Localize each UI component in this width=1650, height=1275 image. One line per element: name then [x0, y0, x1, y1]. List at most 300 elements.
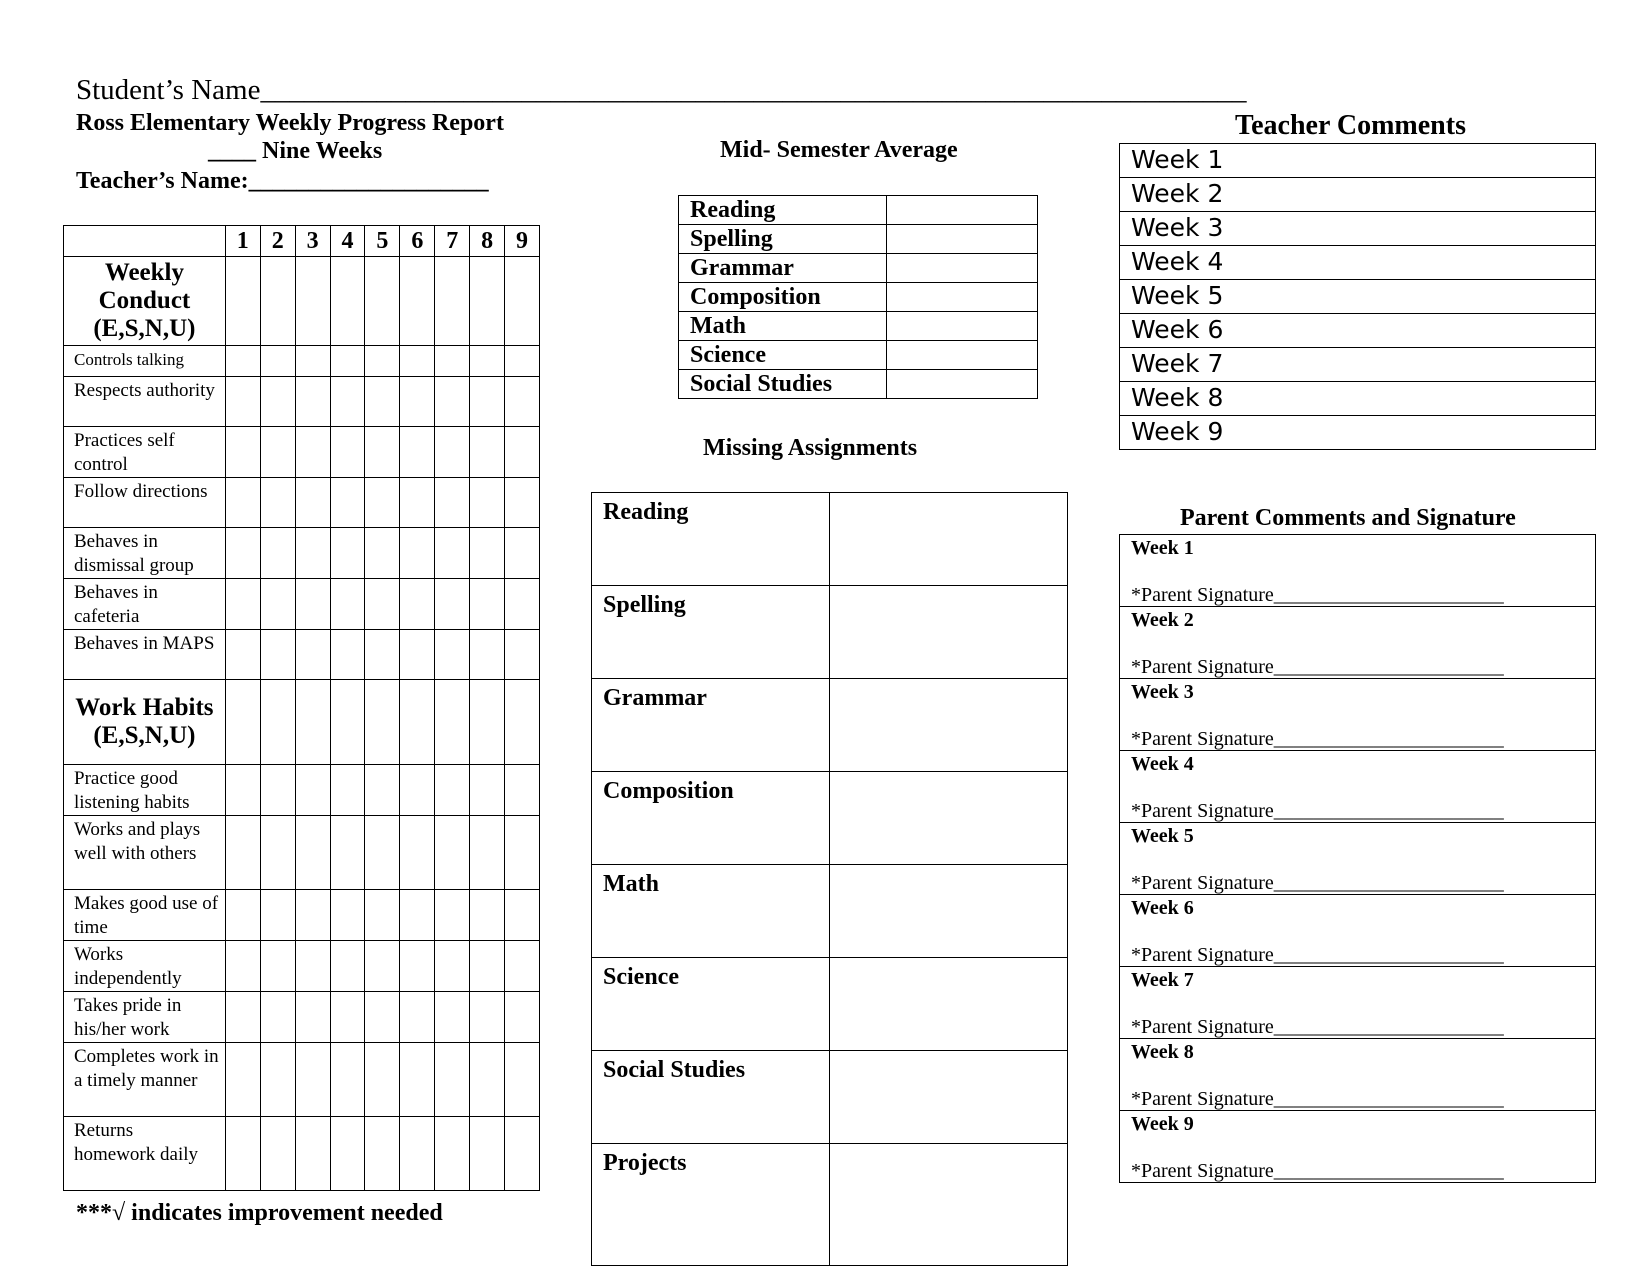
grade-cell[interactable] — [260, 528, 295, 579]
table-row — [1120, 1111, 1596, 1183]
grade-cell[interactable] — [295, 992, 330, 1043]
grade-cell[interactable] — [435, 890, 470, 941]
nine-weeks-field[interactable]: ____ Nine Weeks — [208, 138, 383, 164]
table-row — [1120, 280, 1596, 314]
grade-cell[interactable] — [225, 630, 260, 680]
grade-cell[interactable] — [435, 1117, 470, 1191]
parent-signature-line[interactable]: *Parent Signature_______________________ — [1131, 584, 1504, 606]
grade-cell[interactable] — [330, 1117, 365, 1191]
table-row — [1120, 382, 1596, 416]
table-row — [1120, 348, 1596, 382]
subject-label: Social Studies — [679, 370, 887, 399]
row-label: Takes pride in his/her work — [64, 992, 226, 1043]
grade-cell[interactable] — [295, 680, 330, 765]
grade-cell[interactable] — [470, 257, 505, 346]
grade-cell[interactable] — [505, 1043, 540, 1117]
table-row — [64, 1117, 540, 1191]
grade-cell[interactable] — [295, 257, 330, 346]
week-number: 2 — [260, 226, 295, 257]
grade-cell[interactable] — [470, 427, 505, 478]
grade-cell[interactable] — [365, 579, 400, 630]
grade-cell[interactable] — [400, 528, 435, 579]
table-row — [1120, 144, 1596, 178]
week-label: Week 3 — [1131, 681, 1194, 703]
grade-cell[interactable] — [365, 630, 400, 680]
student-name-field[interactable]: Student’s Name____________________________________________________________________ — [76, 74, 1247, 106]
subject-label: Spelling — [592, 586, 830, 679]
grade-cell[interactable] — [295, 427, 330, 478]
grade-cell[interactable] — [365, 528, 400, 579]
grade-cell[interactable] — [400, 680, 435, 765]
table-row — [679, 341, 1038, 370]
grade-cell[interactable] — [295, 890, 330, 941]
grade-cell[interactable] — [295, 579, 330, 630]
grade-cell[interactable] — [505, 257, 540, 346]
grade-cell[interactable] — [225, 992, 260, 1043]
grade-cell[interactable] — [260, 346, 295, 377]
grade-cell[interactable] — [470, 890, 505, 941]
grade-cell[interactable] — [330, 427, 365, 478]
grade-cell[interactable] — [470, 377, 505, 427]
grade-cell[interactable] — [435, 478, 470, 528]
grade-cell[interactable] — [330, 941, 365, 992]
missing-cell[interactable] — [830, 958, 1068, 1051]
table-row — [679, 370, 1038, 399]
parent-comment-cell[interactable] — [1120, 679, 1596, 751]
subject-label: Science — [679, 341, 887, 370]
week-number-row — [64, 226, 540, 257]
grade-cell[interactable] — [435, 377, 470, 427]
parent-comment-cell[interactable] — [1120, 607, 1596, 679]
grade-cell[interactable] — [330, 377, 365, 427]
grade-cell[interactable] — [505, 478, 540, 528]
row-label: Practice good listening habits — [64, 765, 226, 816]
grade-cell[interactable] — [260, 992, 295, 1043]
grade-cell[interactable] — [225, 346, 260, 377]
grade-cell[interactable] — [505, 765, 540, 816]
grade-cell[interactable] — [295, 816, 330, 890]
conduct-table — [63, 225, 540, 1191]
mid-semester-table — [678, 195, 1038, 399]
row-label: Follow directions — [64, 478, 226, 528]
grade-cell[interactable] — [365, 1043, 400, 1117]
grade-cell[interactable] — [260, 377, 295, 427]
week-label: Week 2 — [1131, 609, 1194, 631]
row-label: Behaves in cafeteria — [64, 579, 226, 630]
table-row — [679, 254, 1038, 283]
table-row — [1120, 314, 1596, 348]
grade-cell[interactable] — [225, 890, 260, 941]
grade-cell[interactable] — [505, 680, 540, 765]
week-number: 3 — [295, 226, 330, 257]
teacher-comment-week[interactable]: Week 7 — [1120, 348, 1596, 382]
week-label: Week 4 — [1131, 753, 1194, 775]
row-label: Practices self control — [64, 427, 226, 478]
section-header-row — [64, 680, 540, 765]
grade-cell[interactable] — [295, 1117, 330, 1191]
parent-signature-line[interactable]: *Parent Signature_______________________ — [1131, 800, 1504, 822]
grade-cell[interactable] — [260, 816, 295, 890]
grade-cell[interactable] — [400, 992, 435, 1043]
grade-cell[interactable] — [295, 1043, 330, 1117]
grade-cell[interactable] — [400, 765, 435, 816]
grade-cell[interactable] — [365, 377, 400, 427]
parent-signature-line[interactable]: *Parent Signature_______________________ — [1131, 872, 1504, 894]
table-row — [1120, 212, 1596, 246]
parent-comment-cell[interactable] — [1120, 823, 1596, 895]
grade-cell[interactable] — [330, 579, 365, 630]
grade-cell[interactable] — [330, 992, 365, 1043]
week-number: 4 — [330, 226, 365, 257]
parent-comment-cell[interactable] — [1120, 1039, 1596, 1111]
grade-cell[interactable] — [295, 478, 330, 528]
missing-cell[interactable] — [830, 865, 1068, 958]
grade-cell[interactable] — [505, 941, 540, 992]
row-label: Behaves in MAPS — [64, 630, 226, 680]
parent-comment-cell[interactable] — [1120, 751, 1596, 823]
row-label: Controls talking — [64, 346, 226, 377]
table-row — [592, 772, 1068, 865]
mid-semester-title: Mid- Semester Average — [720, 137, 958, 163]
grade-cell[interactable] — [260, 765, 295, 816]
week-label: Week 8 — [1131, 1041, 1194, 1063]
section-header-row — [64, 257, 540, 346]
average-cell[interactable] — [887, 312, 1038, 341]
grade-cell[interactable] — [295, 941, 330, 992]
grade-cell[interactable] — [365, 816, 400, 890]
grade-cell[interactable] — [400, 1117, 435, 1191]
row-label: Respects authority — [64, 377, 226, 427]
average-cell[interactable] — [887, 225, 1038, 254]
week-number: 8 — [470, 226, 505, 257]
grade-cell[interactable] — [505, 579, 540, 630]
parent-comments-title: Parent Comments and Signature — [1180, 505, 1516, 531]
week-label: Week 6 — [1131, 897, 1194, 919]
grade-cell[interactable] — [435, 528, 470, 579]
grade-cell[interactable] — [400, 1043, 435, 1117]
week-label: Week 5 — [1131, 825, 1194, 847]
missing-cell[interactable] — [830, 1144, 1068, 1266]
grade-cell[interactable] — [400, 427, 435, 478]
grade-cell[interactable] — [260, 257, 295, 346]
table-row — [64, 941, 540, 992]
parent-signature-line[interactable]: *Parent Signature_______________________ — [1131, 1088, 1504, 1110]
average-cell[interactable] — [887, 341, 1038, 370]
grade-cell[interactable] — [330, 528, 365, 579]
grade-cell[interactable] — [435, 941, 470, 992]
missing-cell[interactable] — [830, 1051, 1068, 1144]
teacher-comment-week[interactable]: Week 9 — [1120, 416, 1596, 450]
parent-signature-line[interactable]: *Parent Signature_______________________ — [1131, 1160, 1504, 1182]
grade-cell[interactable] — [470, 346, 505, 377]
grade-cell[interactable] — [400, 377, 435, 427]
grade-cell[interactable] — [470, 816, 505, 890]
grade-cell[interactable] — [400, 579, 435, 630]
grade-cell[interactable] — [225, 478, 260, 528]
grade-cell[interactable] — [505, 816, 540, 890]
grade-cell[interactable] — [295, 346, 330, 377]
grade-cell[interactable] — [400, 257, 435, 346]
row-label: Makes good use of time — [64, 890, 226, 941]
grade-cell[interactable] — [470, 941, 505, 992]
grade-cell[interactable] — [295, 765, 330, 816]
missing-cell[interactable] — [830, 586, 1068, 679]
grade-cell[interactable] — [330, 816, 365, 890]
grade-cell[interactable] — [260, 579, 295, 630]
teacher-comments-title: Teacher Comments — [1235, 110, 1466, 141]
table-row — [1120, 751, 1596, 823]
table-row — [64, 528, 540, 579]
grade-cell[interactable] — [365, 992, 400, 1043]
grade-cell[interactable] — [225, 941, 260, 992]
grade-cell[interactable] — [260, 630, 295, 680]
table-row — [592, 1144, 1068, 1266]
grade-cell[interactable] — [435, 680, 470, 765]
week-number: 1 — [225, 226, 260, 257]
parent-comment-cell[interactable] — [1120, 895, 1596, 967]
table-row — [64, 377, 540, 427]
table-row — [592, 586, 1068, 679]
parent-signature-line[interactable]: *Parent Signature_______________________ — [1131, 728, 1504, 750]
missing-assignments-table — [591, 492, 1068, 1266]
table-row — [64, 890, 540, 941]
missing-cell[interactable] — [830, 493, 1068, 586]
grade-cell[interactable] — [260, 890, 295, 941]
week-number: 9 — [505, 226, 540, 257]
grade-cell[interactable] — [470, 992, 505, 1043]
table-row — [64, 427, 540, 478]
week-number: 5 — [365, 226, 400, 257]
grade-cell[interactable] — [365, 478, 400, 528]
grade-cell[interactable] — [505, 992, 540, 1043]
teacher-comment-week[interactable]: Week 4 — [1120, 246, 1596, 280]
parent-signature-line[interactable]: *Parent Signature_______________________ — [1131, 944, 1504, 966]
grade-cell[interactable] — [470, 579, 505, 630]
grade-cell[interactable] — [365, 427, 400, 478]
teacher-comment-week[interactable]: Week 2 — [1120, 178, 1596, 212]
subject-label: Spelling — [679, 225, 887, 254]
subject-label: Grammar — [592, 679, 830, 772]
grade-cell[interactable] — [225, 816, 260, 890]
table-row — [679, 312, 1038, 341]
grade-cell[interactable] — [225, 1043, 260, 1117]
table-row — [1120, 679, 1596, 751]
grade-cell[interactable] — [225, 528, 260, 579]
grade-cell[interactable] — [365, 941, 400, 992]
table-row — [64, 579, 540, 630]
grade-cell[interactable] — [225, 680, 260, 765]
parent-comments-table — [1119, 534, 1596, 1183]
corner-cell — [64, 226, 226, 257]
grade-cell[interactable] — [225, 427, 260, 478]
grade-cell[interactable] — [505, 377, 540, 427]
table-row — [1120, 607, 1596, 679]
grade-cell[interactable] — [225, 257, 260, 346]
grade-cell[interactable] — [365, 890, 400, 941]
grade-cell[interactable] — [365, 257, 400, 346]
grade-cell[interactable] — [505, 890, 540, 941]
grade-cell[interactable] — [435, 816, 470, 890]
teacher-comment-week[interactable]: Week 5 — [1120, 280, 1596, 314]
grade-cell[interactable] — [225, 765, 260, 816]
teacher-comment-week[interactable]: Week 6 — [1120, 314, 1596, 348]
table-row — [592, 958, 1068, 1051]
grade-cell[interactable] — [505, 1117, 540, 1191]
parent-comment-cell[interactable] — [1120, 535, 1596, 607]
subject-label: Math — [679, 312, 887, 341]
grade-cell[interactable] — [400, 941, 435, 992]
grade-cell[interactable] — [470, 765, 505, 816]
parent-signature-line[interactable]: *Parent Signature_______________________ — [1131, 656, 1504, 678]
grade-cell[interactable] — [400, 816, 435, 890]
grade-cell[interactable] — [225, 377, 260, 427]
grade-cell[interactable] — [330, 478, 365, 528]
table-row — [1120, 967, 1596, 1039]
week-label: Week 7 — [1131, 969, 1194, 991]
grade-cell[interactable] — [330, 630, 365, 680]
row-label: Returns homework daily — [64, 1117, 226, 1191]
table-row — [679, 225, 1038, 254]
subject-label: Science — [592, 958, 830, 1051]
grade-cell[interactable] — [330, 1043, 365, 1117]
grade-cell[interactable] — [400, 630, 435, 680]
parent-comment-cell[interactable] — [1120, 1111, 1596, 1183]
table-row — [1120, 178, 1596, 212]
subject-label: Grammar — [679, 254, 887, 283]
grade-cell[interactable] — [505, 528, 540, 579]
grade-cell[interactable] — [365, 765, 400, 816]
grade-cell[interactable] — [295, 528, 330, 579]
average-cell[interactable] — [887, 196, 1038, 225]
row-label: Works independently — [64, 941, 226, 992]
grade-cell[interactable] — [435, 427, 470, 478]
table-row — [1120, 246, 1596, 280]
grade-cell[interactable] — [260, 427, 295, 478]
parent-signature-line[interactable]: *Parent Signature_______________________ — [1131, 1016, 1504, 1038]
teacher-comment-week[interactable]: Week 1 — [1120, 144, 1596, 178]
grade-cell[interactable] — [330, 765, 365, 816]
week-number: 7 — [435, 226, 470, 257]
subject-label: Composition — [679, 283, 887, 312]
table-row — [1120, 1039, 1596, 1111]
table-row — [64, 992, 540, 1043]
grade-cell[interactable] — [330, 890, 365, 941]
teacher-name-field[interactable]: Teacher’s Name:____________________ — [76, 168, 489, 194]
subject-label: Math — [592, 865, 830, 958]
grade-cell[interactable] — [330, 680, 365, 765]
week-label: Week 9 — [1131, 1113, 1194, 1135]
report-title: Ross Elementary Weekly Progress Report — [76, 110, 504, 136]
average-cell[interactable] — [887, 370, 1038, 399]
table-row — [64, 1043, 540, 1117]
grade-cell[interactable] — [435, 765, 470, 816]
teacher-comment-week[interactable]: Week 3 — [1120, 212, 1596, 246]
grade-cell[interactable] — [295, 377, 330, 427]
table-row — [64, 765, 540, 816]
grade-cell[interactable] — [435, 630, 470, 680]
table-row — [592, 679, 1068, 772]
grade-cell[interactable] — [470, 680, 505, 765]
grade-cell[interactable] — [260, 680, 295, 765]
section-title-conduct: Weekly Conduct (E,S,N,U) — [64, 257, 226, 346]
missing-assignments-title: Missing Assignments — [703, 435, 918, 461]
table-row — [1120, 823, 1596, 895]
grade-cell[interactable] — [400, 890, 435, 941]
table-row — [592, 493, 1068, 586]
grade-cell[interactable] — [400, 346, 435, 377]
grade-cell[interactable] — [435, 992, 470, 1043]
grade-cell[interactable] — [225, 1117, 260, 1191]
grade-cell[interactable] — [435, 346, 470, 377]
table-row — [64, 346, 540, 377]
row-label: Completes work in a timely manner — [64, 1043, 226, 1117]
grade-cell[interactable] — [470, 1117, 505, 1191]
table-row — [64, 478, 540, 528]
grade-cell[interactable] — [260, 1043, 295, 1117]
table-row — [64, 816, 540, 890]
table-row — [1120, 895, 1596, 967]
week-number: 6 — [400, 226, 435, 257]
subject-label: Reading — [679, 196, 887, 225]
grade-cell[interactable] — [225, 579, 260, 630]
grade-cell[interactable] — [330, 257, 365, 346]
grade-cell[interactable] — [470, 528, 505, 579]
teacher-comment-week[interactable]: Week 8 — [1120, 382, 1596, 416]
table-row — [592, 865, 1068, 958]
grade-cell[interactable] — [365, 346, 400, 377]
parent-comment-cell[interactable] — [1120, 967, 1596, 1039]
grade-cell[interactable] — [505, 630, 540, 680]
grade-cell[interactable] — [435, 257, 470, 346]
table-row — [64, 630, 540, 680]
grade-cell[interactable] — [505, 346, 540, 377]
grade-cell[interactable] — [330, 346, 365, 377]
subject-label: Reading — [592, 493, 830, 586]
table-row — [679, 196, 1038, 225]
grade-cell[interactable] — [260, 1117, 295, 1191]
subject-label: Composition — [592, 772, 830, 865]
grade-cell[interactable] — [260, 941, 295, 992]
table-row — [592, 1051, 1068, 1144]
missing-cell[interactable] — [830, 772, 1068, 865]
row-label: Behaves in dismissal group — [64, 528, 226, 579]
week-label: Week 1 — [1131, 537, 1194, 559]
table-row — [1120, 416, 1596, 450]
missing-cell[interactable] — [830, 679, 1068, 772]
row-label: Works and plays well with others — [64, 816, 226, 890]
average-cell[interactable] — [887, 283, 1038, 312]
teacher-comments-table — [1119, 143, 1596, 450]
grade-cell[interactable] — [400, 478, 435, 528]
table-row — [679, 283, 1038, 312]
improvement-legend-note: ***√ indicates improvement needed — [76, 1200, 443, 1226]
grade-cell[interactable] — [365, 680, 400, 765]
grade-cell[interactable] — [365, 1117, 400, 1191]
grade-cell[interactable] — [295, 630, 330, 680]
grade-cell[interactable] — [435, 579, 470, 630]
average-cell[interactable] — [887, 254, 1038, 283]
grade-cell[interactable] — [260, 478, 295, 528]
grade-cell[interactable] — [470, 1043, 505, 1117]
grade-cell[interactable] — [470, 478, 505, 528]
subject-label: Social Studies — [592, 1051, 830, 1144]
section-title-work-habits: Work Habits (E,S,N,U) — [64, 680, 226, 765]
subject-label: Projects — [592, 1144, 830, 1266]
grade-cell[interactable] — [470, 630, 505, 680]
grade-cell[interactable] — [435, 1043, 470, 1117]
grade-cell[interactable] — [505, 427, 540, 478]
table-row — [1120, 535, 1596, 607]
